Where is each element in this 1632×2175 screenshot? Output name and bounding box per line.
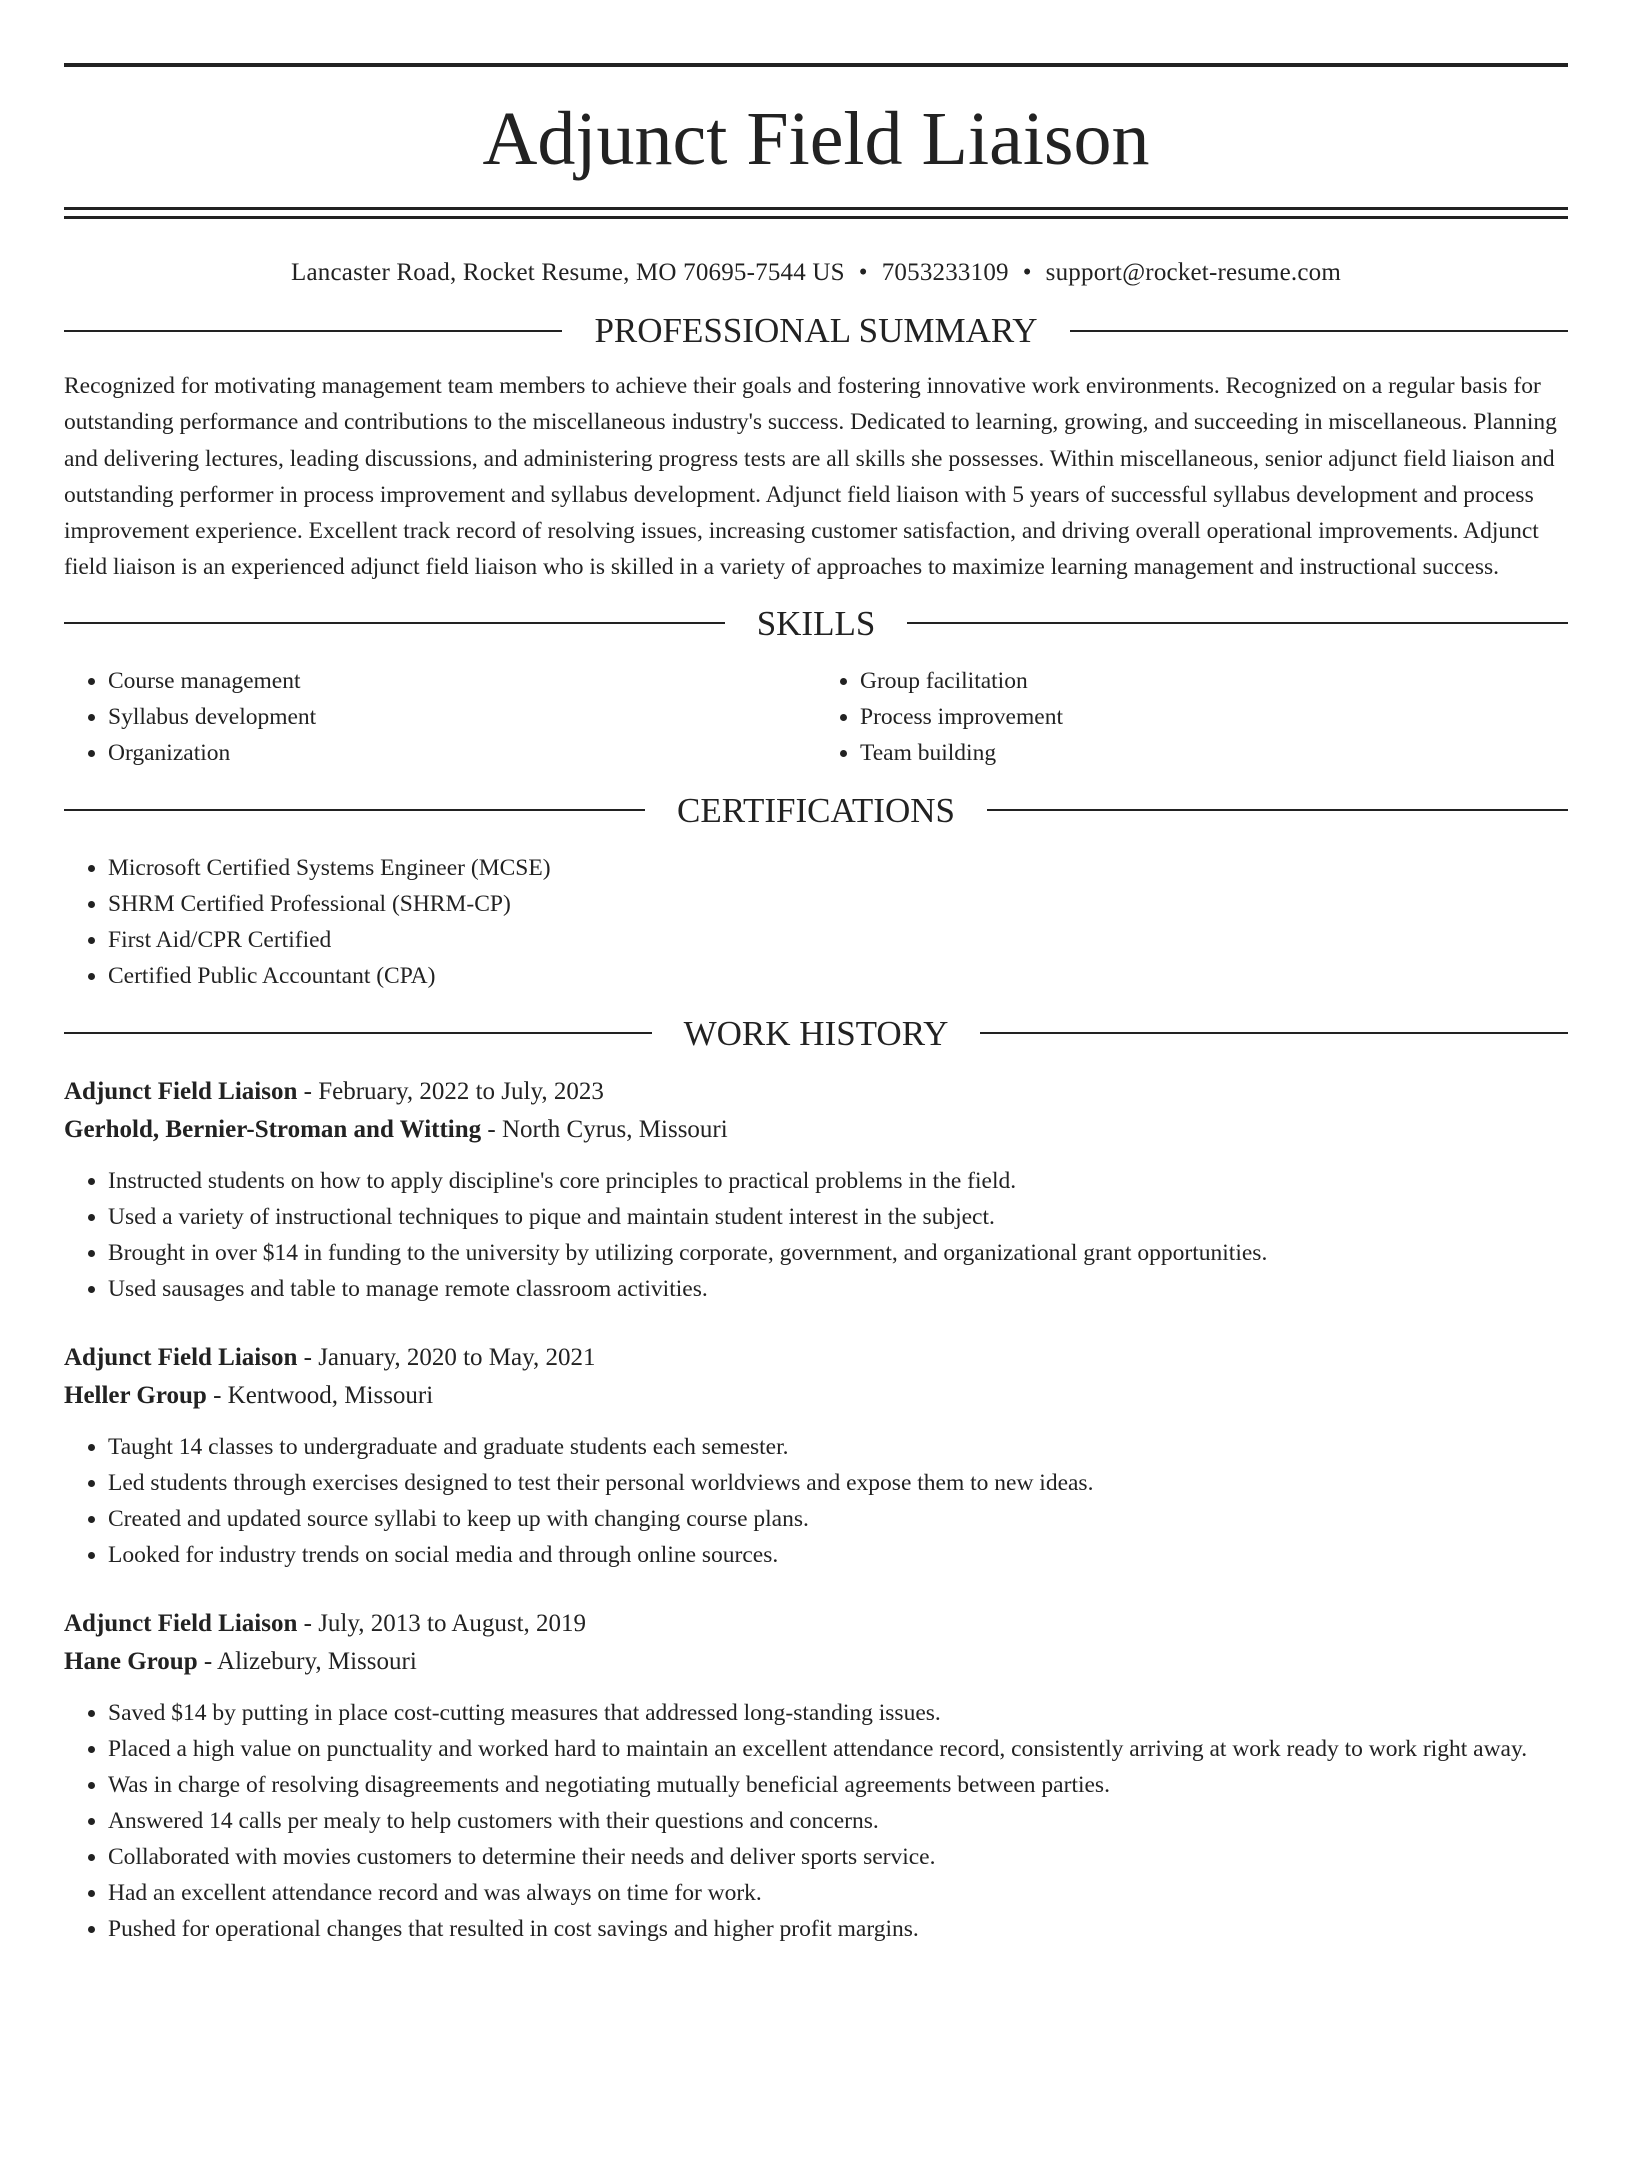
certifications-list <box>64 850 1568 994</box>
header-double-rule <box>64 207 1568 219</box>
section-title-summary <box>64 313 1568 348</box>
job-bullet: • Had an excellent attendance record and was always on time for work. <box>108 1875 1568 1911</box>
contact-address: Lancaster Road, Rocket Resume, MO 70695-7544 US <box>291 259 845 286</box>
section-label: PROFESSIONAL SUMMARY <box>594 311 1038 350</box>
job-title-line <box>64 1339 1568 1377</box>
job-location: - Kentwood, Missouri <box>206 1381 434 1409</box>
job-company: Gerhold, Bernier-Stroman and Witting <box>64 1115 482 1143</box>
skill-item: • Syllabus development <box>108 699 816 735</box>
job-title-line <box>64 1605 1568 1643</box>
section-rule <box>1070 330 1568 332</box>
job-company-line <box>64 1111 1568 1149</box>
job-entry <box>64 1339 1568 1573</box>
contact-line <box>64 253 1568 293</box>
section-rule <box>907 622 1568 624</box>
section-label: CERTIFICATIONS <box>677 790 955 830</box>
job-bullet: • Answered 14 calls per mealy to help customers with their questions and concerns. <box>108 1803 1568 1839</box>
certification-item: • Microsoft Certified Systems Engineer (MCSE) <box>108 850 1568 886</box>
job-company: Hane Group <box>64 1647 198 1675</box>
section-label: SKILLS <box>756 603 876 643</box>
skills-columns <box>64 663 1568 771</box>
job-bullet: • Placed a high value on punctuality and worked hard to maintain an excellent attendance record, consistently arriving at work ready to work right away. <box>108 1731 1568 1767</box>
job-bullet: • Led students through exercises designed to test their personal worldviews and expose them to new ideas. <box>108 1465 1568 1501</box>
contact-separator: • <box>1022 259 1032 286</box>
skill-item: • Team building <box>860 735 1568 771</box>
top-rule <box>64 63 1568 67</box>
job-role: Adjunct Field Liaison <box>64 1343 298 1371</box>
job-bullets <box>64 1163 1568 1307</box>
job-dates: - January, 2020 to May, 2021 <box>297 1343 596 1371</box>
section-title-skills <box>64 603 1568 643</box>
contact-phone: 7053233109 <box>881 259 1009 286</box>
section-rule <box>64 1032 652 1034</box>
job-bullet: • Brought in over $14 in funding to the university by utilizing corporate, government, and organizational grant opportunities. <box>108 1235 1568 1271</box>
job-location: - Alizebury, Missouri <box>197 1647 417 1675</box>
skill-item: • Group facilitation <box>860 663 1568 699</box>
contact-email: support@rocket-resume.com <box>1045 259 1341 286</box>
job-company-line <box>64 1643 1568 1681</box>
job-bullet: • Used sausages and table to manage remote classroom activities. <box>108 1271 1568 1307</box>
section-label: WORK HISTORY <box>683 1013 949 1053</box>
job-role: Adjunct Field Liaison <box>64 1077 298 1105</box>
section-title-certifications <box>64 790 1568 830</box>
candidate-name: Adjunct Field Liaison <box>482 97 1150 181</box>
job-bullet: • Collaborated with movies customers to determine their needs and deliver sports service. <box>108 1839 1568 1875</box>
job-bullet: • Was in charge of resolving disagreements and negotiating mutually beneficial agreements between parties. <box>108 1767 1568 1803</box>
job-entry <box>64 1605 1568 1947</box>
job-bullet: • Taught 14 classes to undergraduate and graduate students each semester. <box>108 1429 1568 1465</box>
skill-item: • Course management <box>108 663 816 699</box>
contact-separator: • <box>858 259 868 286</box>
job-bullet: • Instructed students on how to apply discipline's core principles to practical problems in the field. <box>108 1163 1568 1199</box>
section-rule <box>64 809 645 811</box>
job-bullet: • Used a variety of instructional techniques to pique and maintain student interest in the subject. <box>108 1199 1568 1235</box>
job-bullets <box>64 1695 1568 1947</box>
certification-item: • SHRM Certified Professional (SHRM-CP) <box>108 886 1568 922</box>
skill-item: • Organization <box>108 735 816 771</box>
skills-list-left <box>64 663 816 771</box>
job-bullet: • Created and updated source syllabi to keep up with changing course plans. <box>108 1501 1568 1537</box>
skill-item: • Process improvement <box>860 699 1568 735</box>
job-bullet: • Looked for industry trends on social media and through online sources. <box>108 1537 1568 1573</box>
job-dates: - February, 2022 to July, 2023 <box>297 1077 604 1105</box>
job-role: Adjunct Field Liaison <box>64 1609 298 1637</box>
resume-page <box>0 63 1632 2175</box>
job-bullet: • Pushed for operational changes that resulted in cost savings and higher profit margins. <box>108 1911 1568 1947</box>
section-rule <box>980 1032 1568 1034</box>
job-dates: - July, 2013 to August, 2019 <box>297 1609 587 1637</box>
section-rule <box>987 809 1568 811</box>
job-title-line <box>64 1073 1568 1111</box>
summary-text: Recognized for motivating management team members to achieve their goals and fostering innovative work environments. Recognized on a regular basis for outstanding performance and contributions to the miscellaneous industry's success. Dedicated to learning, growing, and succeeding in miscellaneous. Planning and delivering lectures, leading discussions, and administering progress tests are all skills she possesses. Within miscellaneous, senior adjunct field liaison and outstanding performer in process improvement and syllabus development. Adjunct field liaison with 5 years of successful syllabus development and process improvement experience. Excellent track record of resolving issues, increasing customer satisfaction, and driving overall operational improvements. Adjunct field liaison is an experienced adjunct field liaison who is skilled in a variety of approaches to maximize learning management and instructional success. <box>64 373 1557 581</box>
certification-item: • First Aid/CPR Certified <box>108 922 1568 958</box>
section-rule <box>64 622 725 624</box>
certification-item: • Certified Public Accountant (CPA) <box>108 958 1568 994</box>
section-rule <box>64 330 562 332</box>
section-title-work-history <box>64 1013 1568 1053</box>
job-bullet: • Saved $14 by putting in place cost-cutting measures that addressed long-standing issues. <box>108 1695 1568 1731</box>
job-company: Heller Group <box>64 1381 207 1409</box>
job-entry <box>64 1073 1568 1307</box>
job-bullets <box>64 1429 1568 1573</box>
job-location: - North Cyrus, Missouri <box>481 1115 728 1143</box>
skills-list-right <box>816 663 1568 771</box>
job-company-line <box>64 1377 1568 1415</box>
